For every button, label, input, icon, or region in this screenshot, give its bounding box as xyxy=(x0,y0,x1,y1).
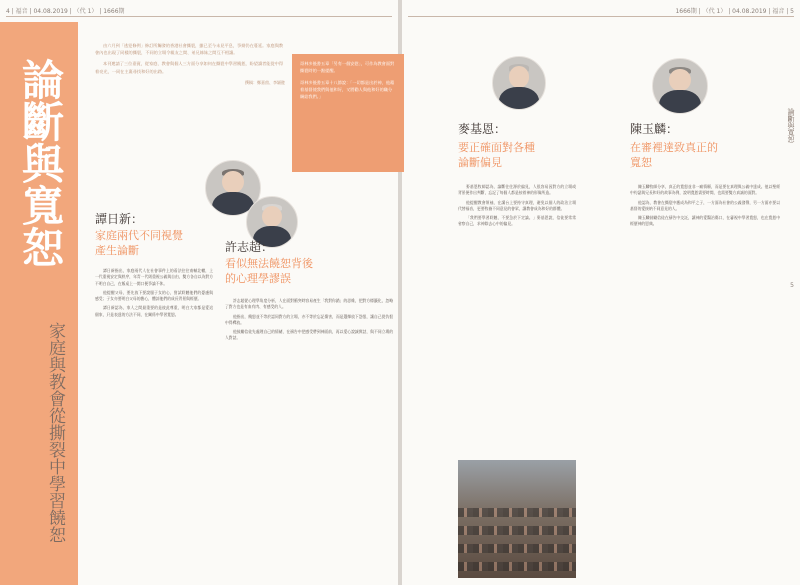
article-paragraph: 許志超從心理學角度分析，人在面對衝突時容易產生「我對你錯」的思維，把對方標籤化，忽略了對方也是有血有肉、有感受的人。 xyxy=(225,298,393,310)
article-paragraph: 他鼓勵信徒先處理自己的情緒，在禱告中把感受帶到神面前，再以愛心說誠實話，與不同立場的人對話。 xyxy=(225,329,393,341)
article-paragraph: 陳玉麟鼓勵信徒在禱告中交託，讓神的愛醫治傷口，在審視中學習寬恕，也在寬恕中經歷神的恩典。 xyxy=(630,215,780,227)
article-paragraph: 他指出，饒恕並不等於認同對方的立場，亦不等於忘記傷害，而是選擇放下怨恨，讓自己從仇恨中得釋放。 xyxy=(225,313,393,325)
article-column-tam xyxy=(95,268,213,321)
speaker-name-mak: 麥基恩： xyxy=(458,122,507,136)
intro-paragraph: 本刊邀請了三位嘉賓，從家庭、教會與個人三方面分享如何在撕裂中學習饒恕，盼望讀者能從中得着亮光，一同在主裏尋找和好的出路。 xyxy=(95,61,284,74)
side-decor-title: 論斷與寬恕 xyxy=(787,108,795,143)
article-paragraph: 陳玉麟牧師分享，真正的寬恕並非一廂情願，而是要在真理與公義中達成。他以聖經中約瑟與兄長和好的故事為例，說明寬恕需要時間，也需要雙方真誠的面對。 xyxy=(630,184,780,196)
speaker-name-chan: 陳玉麟： xyxy=(630,122,679,136)
article-column-chan xyxy=(630,184,780,231)
page-number: 5 xyxy=(790,282,794,289)
article-paragraph: 譚日新認為，家人之間最重要的是彼此尊重，明白大家都是愛這個家，只是表達的方法不同，在關係中學習寬恕。 xyxy=(95,305,213,317)
article-paragraph: 「我們要學習聆聽，不要急於下定論。」麥基恩說，信徒要常常省察自己，求神除去心中的偏見。 xyxy=(458,215,576,227)
speaker-heading-hui: 看似無法饒恕背後 的心理學謬誤 xyxy=(225,257,313,285)
article-column-hui xyxy=(225,298,393,345)
speaker-photo-chan xyxy=(652,58,708,114)
right-header-rule xyxy=(408,16,794,17)
church-congregation-photo xyxy=(458,460,576,578)
speaker-photo-mak xyxy=(492,56,546,110)
article-paragraph: 他認為，教會在撕裂中應成為和平之子，一方面為社會的公義發聲，另一方面亦要以基督的愛接納不同意見的人。 xyxy=(630,199,780,211)
article-column-mak xyxy=(458,184,576,231)
speaker-name-tam: 譚日新： xyxy=(95,212,144,226)
speaker-heading-mak: 要正確面對各種 論斷偏見 xyxy=(458,141,535,169)
speaker-heading-tam: 家庭兩代不同視覺 產生論斷 xyxy=(95,229,183,257)
right-page xyxy=(402,0,800,585)
article-paragraph: 他提醒教會領袖，在講台上要持守真理，避免以個人的政治立場代替福音，更要牧養不同意見的會眾，讓教會成為和好的群體。 xyxy=(458,199,576,211)
intro-paragraph: 由六月到「逃犯條例」修訂所觸發的香港社會撕裂，雖已至今未見平息，爭拗仍在蔓延。家庭與教會內也出現了同樣的撕裂，不同的立場令親友之間、弟兄姊妹之間互不相讓。 xyxy=(95,43,284,56)
article-subtitle: 家庭與教會從撕裂中學習饒恕 xyxy=(45,322,65,543)
article-paragraph: 他提醒父母，要先放下要說服子女的心，嘗試聆聽他們的憂慮與感受；子女亦要明白父母的擔心，體諒他們的成長背景與經歷。 xyxy=(95,289,213,302)
left-header-rule xyxy=(6,16,392,17)
article-paragraph: 麥基恩牧師認為，論斷往往源於偏見，人很容易因對方的立場或背景便作出判斷，忘記了每個人都是按着神的形像所造。 xyxy=(458,184,576,196)
speaker-name-hui: 許志超： xyxy=(225,240,274,254)
right-page-header: 1666期 | （代 1） | 04.08.2019 | 福音 | 5 xyxy=(675,8,794,15)
speaker-heading-chan: 在審裡達致真正的 寬恕 xyxy=(630,141,718,169)
intro-text xyxy=(95,42,285,90)
left-page-header: 4 | 福音 | 04.08.2019 | （代 1） | 1666期 xyxy=(6,8,125,15)
title-sidebar xyxy=(0,22,78,585)
quote-paragraph: 哥林多後書五章「另有一個安慰」，可作為教會面對撕裂時的一點提醒。 xyxy=(300,61,395,73)
quote-box xyxy=(292,54,404,172)
article-paragraph: 譚日新指出，家庭兩代人在社會事件上的看法往往南轅北轍，上一代重視安定與秩序，年青一代則重視公義與自由，雙方各自以為對方不明白自己，在飯桌上一開口便爭論不休。 xyxy=(95,268,213,286)
byline: 撰稿：鄭嘉茵、李穎懿 xyxy=(245,79,285,85)
article-title: 論斷與寬恕 xyxy=(16,58,65,268)
quote-paragraph: 哥林多後書五章十八節說：「一切都是出於神，他藉着基督使我們與他和好，又將勸人與他和好的職分賜給我們。」 xyxy=(300,80,395,99)
